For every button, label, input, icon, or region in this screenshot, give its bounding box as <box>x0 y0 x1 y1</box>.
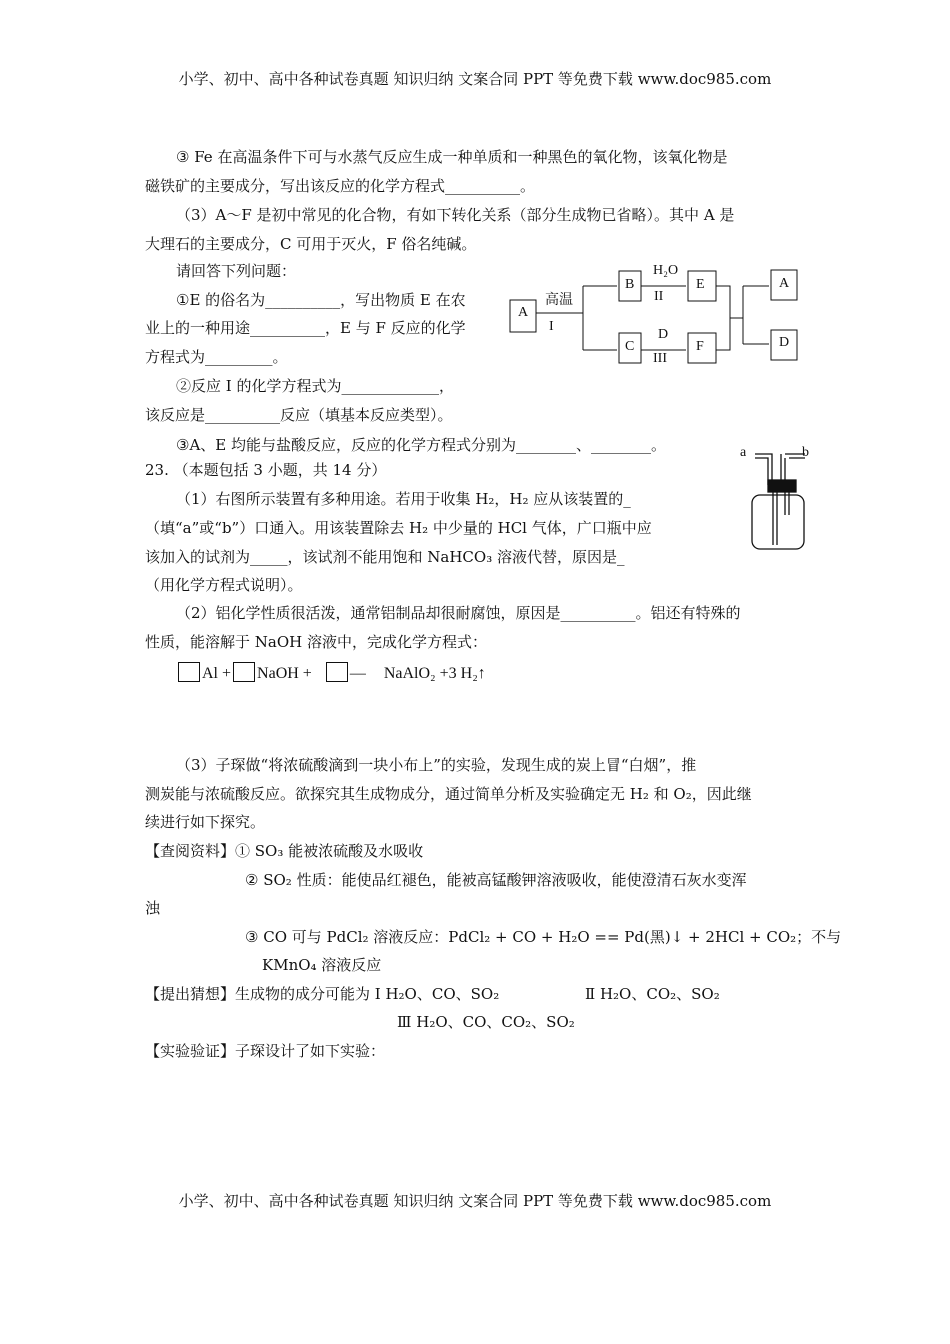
node-f: F <box>696 339 704 354</box>
text-line: 请回答下列问题： <box>176 262 297 280</box>
text-line: 续进行如下探究。 <box>145 813 266 831</box>
text-line: ③A、E 均能与盐酸反应，反应的化学方程式分别为________、________。 <box>176 436 666 454</box>
page-header: 小学、初中、高中各种试卷真题 知识归纳 文案合同 PPT 等免费下载 www.doc985.com <box>178 70 772 88</box>
reaction-flow-diagram <box>505 258 805 373</box>
step-label: II <box>654 289 664 304</box>
text-line: 该加入的试剂为_____，该试剂不能用饱和 NaHCO₃ 溶液代替，原因是_ <box>145 548 625 566</box>
text-line: ③ CO 可与 PdCl₂ 溶液反应：PdCl₂ + CO + H₂O == Pd(黑)↓ + 2HCl + CO₂；不与 <box>245 928 842 946</box>
port-b-label: b <box>802 445 809 460</box>
node-a: A <box>518 305 529 320</box>
eq-arrow: — <box>349 665 366 682</box>
node-e: E <box>696 277 705 292</box>
text-line: （1）右图所示装置有多种用途。若用于收集 H₂，H₂ 应从该装置的_ <box>176 490 631 508</box>
step-label: III <box>653 351 667 366</box>
equation <box>176 662 486 684</box>
text-line: 性质，能溶解于 NaOH 溶液中，完成化学方程式： <box>145 633 487 651</box>
text-line: ①E 的俗名为__________，写出物质 E 在农 <box>176 291 466 309</box>
text-line: Ⅱ H₂O、CO₂、SO₂ <box>585 985 720 1003</box>
reagent-label: D <box>658 327 669 342</box>
coefficient-box[interactable] <box>178 662 200 682</box>
text-line: 浊 <box>145 899 161 917</box>
text-line: （2）铝化学性质很活泼，通常铝制品却很耐腐蚀，原因是__________。铝还有特殊的 <box>176 604 741 622</box>
condition-high-temp: 高温 <box>545 293 573 308</box>
text-line: ②反应 I 的化学方程式为_____________， <box>176 377 454 395</box>
text-line: KMnO₄ 溶液反应 <box>262 956 382 974</box>
text-line: ③ Fe 在高温条件下可与水蒸气反应生成一种单质和一种黑色的氧化物，该氧化物是 <box>176 148 728 166</box>
reagent-label: H₂O <box>653 263 679 278</box>
node-d-product: D <box>779 335 790 350</box>
coefficient-box[interactable] <box>326 662 348 682</box>
coefficient-box[interactable] <box>233 662 255 682</box>
page-footer: 小学、初中、高中各种试卷真题 知识归纳 文案合同 PPT 等免费下载 www.doc985.com <box>178 1192 772 1210</box>
text-line: ② SO₂ 性质：能使品红褪色，能被高锰酸钾溶液吸收，能使澄清石灰水变浑 <box>245 871 747 889</box>
text-line: 【查阅资料】① SO₃ 能被浓硫酸及水吸收 <box>145 842 424 860</box>
text-line: 该反应是__________反应（填基本反应类型）。 <box>145 406 453 424</box>
text-line: （3）子琛做“将浓硫酸滴到一块小布上”的实验，发现生成的炭上冒“白烟”，推 <box>176 756 697 774</box>
text-line: （3）A～F 是初中常见的化合物，有如下转化关系（部分生成物已省略）。其中 A 是 <box>176 206 735 224</box>
node-c: C <box>625 339 635 354</box>
port-a-label: a <box>740 445 747 460</box>
eq-al: Al + <box>202 665 232 682</box>
text-line: 【提出猜想】生成物的成分可能为 Ⅰ H₂O、CO、SO₂ <box>145 985 500 1003</box>
text-line: Ⅲ H₂O、CO、CO₂、SO₂ <box>397 1013 575 1031</box>
node-b: B <box>625 277 635 292</box>
step-label: I <box>549 319 554 334</box>
text-line: 测炭能与浓硫酸反应。欲探究其生成物成分，通过简单分析及实验确定无 H₂ 和 O₂，因此继 <box>145 785 752 803</box>
eq-naoh: NaOH + <box>257 665 312 682</box>
gas-washing-bottle-diagram <box>735 440 815 555</box>
eq-naalo2: NaAlO₂ + <box>383 665 449 682</box>
text-line: 磁铁矿的主要成分，写出该反应的化学方程式__________。 <box>145 177 536 195</box>
text-line: （用化学方程式说明）。 <box>145 576 303 594</box>
question-heading: 23. （本题包括 3 小题，共 14 分） <box>145 461 387 479</box>
node-a-product: A <box>779 276 790 291</box>
text-line: 大理石的主要成分，C 可用于灭火，F 俗名纯碱。 <box>145 235 477 253</box>
text-line: 业上的一种用途__________，E 与 F 反应的化学 <box>145 319 466 337</box>
text-line: （填“a”或“b”）口通入。用该装置除去 H₂ 中少量的 HCl 气体，广口瓶中应 <box>145 519 652 537</box>
text-line: 方程式为_________。 <box>145 348 288 366</box>
eq-h2: 3 H₂↑ <box>448 665 486 682</box>
text-line: 【实验验证】子琛设计了如下实验： <box>145 1042 386 1060</box>
